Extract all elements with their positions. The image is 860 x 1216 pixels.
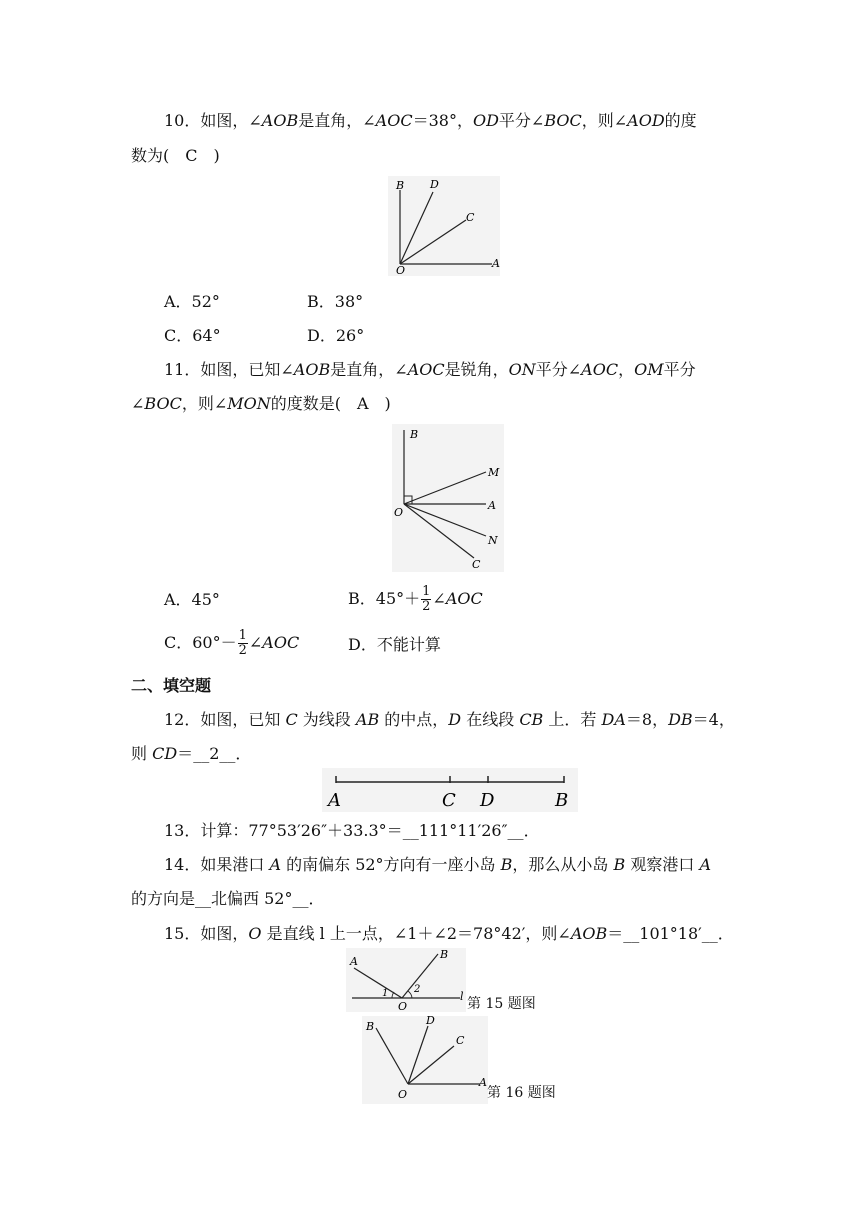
q12-text: ＝: [177, 744, 194, 763]
q10-var: OD: [472, 111, 499, 130]
q11-label-o: O: [394, 506, 404, 519]
q12-text: 在线段: [461, 710, 520, 729]
q12-text: 则: [131, 744, 153, 763]
q15-line: [164, 923, 734, 945]
q15-caption: 第 15 题图: [467, 996, 536, 1012]
q15-text: 15．如图，: [164, 924, 249, 943]
q10-number: 10．: [164, 111, 201, 130]
q15-label-b: B: [440, 948, 449, 961]
q11-text: B．45°＋: [348, 589, 421, 608]
q14-var: A: [269, 855, 282, 874]
q13-answer: __111°11′26″__: [402, 821, 524, 840]
q10-option-d: D．26°: [307, 326, 365, 345]
q13-text: ．: [523, 821, 540, 840]
q10-var: AOD: [627, 111, 665, 130]
q10-figure: [388, 176, 500, 276]
q10-label-d: D: [430, 178, 439, 191]
q11-label-b: B: [410, 428, 419, 441]
q15-label-2: 2: [414, 984, 421, 995]
q11-var: AOC: [262, 633, 300, 652]
q12-label-b: B: [555, 790, 569, 811]
q11-option-b: [348, 582, 483, 616]
q12-var: D: [448, 710, 462, 729]
q11-label-m: M: [488, 466, 500, 479]
q15-label-l: l: [460, 990, 464, 1003]
q12-var: CD: [152, 744, 178, 763]
q10-text: 如图，∠: [200, 111, 262, 130]
q14-text: 14．如果港口: [164, 855, 270, 874]
q11-label-n: N: [488, 534, 498, 547]
q11-text: 是锐角，: [444, 360, 509, 379]
q11-var: AOB: [293, 360, 331, 379]
q12-label-a: A: [328, 790, 341, 811]
q16-label-a: A: [479, 1076, 487, 1089]
q11-number: 11．: [164, 360, 201, 379]
q14-var: B: [613, 855, 626, 874]
q15-figure: [346, 948, 466, 1012]
q10-var: AOC: [375, 111, 413, 130]
q12-text: ＝4，: [692, 710, 735, 729]
q10-label-a: A: [492, 257, 500, 270]
q14-line1: [164, 854, 711, 876]
q16-label-o: O: [398, 1088, 408, 1101]
q12-line2: [131, 743, 251, 765]
q11-line1: [164, 359, 696, 381]
q10-label-c: C: [466, 211, 475, 224]
fraction-denominator: 2: [422, 599, 431, 614]
q11-var: AOC: [445, 589, 483, 608]
q14-answer: __北偏西 52°__: [195, 889, 309, 908]
fraction-denominator: 2: [238, 643, 247, 658]
q11-text: ，: [618, 360, 635, 379]
q13-line: [164, 820, 540, 842]
q16-label-c: C: [456, 1034, 465, 1047]
q11-text: ∠: [432, 589, 446, 608]
q16-caption: 第 16 题图: [487, 1085, 556, 1101]
q10-label-o: O: [396, 264, 406, 277]
q12-line1: [164, 709, 735, 731]
q10-text: ＝38°，: [412, 111, 473, 130]
q11-text: C．60°－: [164, 633, 237, 652]
q12-var: DA: [601, 710, 626, 729]
q14-text: 观察港口: [625, 855, 700, 874]
q10-var: AOB: [261, 111, 299, 130]
q11-text: 的度数是( A ): [270, 394, 391, 413]
q11-text: 是直角，∠: [330, 360, 408, 379]
q10-label-b: B: [396, 179, 405, 192]
q15-label-a: A: [350, 955, 358, 968]
q11-text: 平分: [663, 360, 696, 379]
q11-var: AOC: [407, 360, 445, 379]
q12-figure: [322, 768, 578, 812]
q15-var: O: [248, 924, 262, 943]
q10-text: 是直角，∠: [298, 111, 376, 130]
q12-text: ．: [235, 744, 252, 763]
q11-line2: [131, 393, 391, 415]
q14-text: 的南偏东 52°方向有一座小岛: [281, 855, 501, 874]
q11-var: OM: [634, 360, 664, 379]
q12-text: 12．如图，已知: [164, 710, 286, 729]
q10-line2: 数为( C ): [131, 146, 220, 165]
q11-text: ∠: [248, 633, 263, 652]
q11-fraction: [238, 629, 248, 658]
q11-label-c: C: [472, 558, 481, 571]
q15-text: ＝: [607, 924, 624, 943]
q12-text: 为线段: [297, 710, 356, 729]
q11-var: ON: [508, 360, 536, 379]
q10-option-b: B．38°: [307, 292, 364, 311]
q11-var: MON: [227, 394, 271, 413]
q10-text: 的度: [664, 111, 697, 130]
q14-text: ．: [308, 889, 325, 908]
q10-text: 平分∠: [498, 111, 545, 130]
q12-label-c: C: [442, 790, 456, 811]
q12-label-d: D: [480, 790, 495, 811]
q10-line1: [164, 110, 697, 132]
q14-text: 的方向是: [131, 889, 196, 908]
q16-figure: [362, 1016, 488, 1104]
q15-answer: __101°18′__: [623, 924, 718, 943]
q11-option-d: D．不能计算: [348, 635, 441, 654]
q11-fraction: [421, 585, 431, 614]
q15-text: 是直线 l 上一点，∠1＋∠2＝78°42′，则∠: [261, 924, 571, 943]
q10-var: BOC: [544, 111, 582, 130]
q12-var: C: [285, 710, 298, 729]
q16-label-b: B: [366, 1020, 375, 1033]
q15-var: AOB: [570, 924, 608, 943]
q12-answer: __2__: [193, 744, 236, 763]
q12-var: DB: [668, 710, 693, 729]
q11-figure: [392, 424, 504, 572]
q11-var: AOC: [581, 360, 619, 379]
fraction-numerator: 1: [422, 584, 431, 599]
fraction-numerator: 1: [238, 628, 247, 643]
q11-option-a: A．45°: [164, 590, 220, 609]
q13-text: 13．计算：77°53′26″＋33.3°＝: [164, 821, 403, 840]
q11-text: 如图，已知∠: [200, 360, 294, 379]
q15-text: ．: [717, 924, 734, 943]
q10-option-a: A．52°: [164, 292, 220, 311]
q14-var: B: [500, 855, 513, 874]
q12-var: CB: [519, 710, 544, 729]
q10-option-c: C．64°: [164, 326, 221, 345]
q11-text: ，则∠: [181, 394, 228, 413]
q12-text: ＝8，: [625, 710, 669, 729]
section-heading: 二、填空题: [131, 676, 212, 695]
q11-text: 平分∠: [535, 360, 582, 379]
q11-option-c: [164, 626, 299, 660]
q15-label-o: O: [398, 1000, 408, 1013]
q15-label-1: 1: [382, 988, 389, 999]
q11-text: ∠: [131, 394, 145, 413]
q14-text: ，那么从小岛: [512, 855, 614, 874]
q10-text: ，则∠: [581, 111, 628, 130]
q14-line2: [131, 888, 324, 910]
q16-label-d: D: [426, 1014, 435, 1027]
q12-text: 上．若: [543, 710, 602, 729]
q11-label-a: A: [488, 499, 496, 512]
q12-text: 的中点，: [379, 710, 449, 729]
q14-var: A: [699, 855, 712, 874]
q11-var: BOC: [144, 394, 182, 413]
q12-var: AB: [355, 710, 380, 729]
